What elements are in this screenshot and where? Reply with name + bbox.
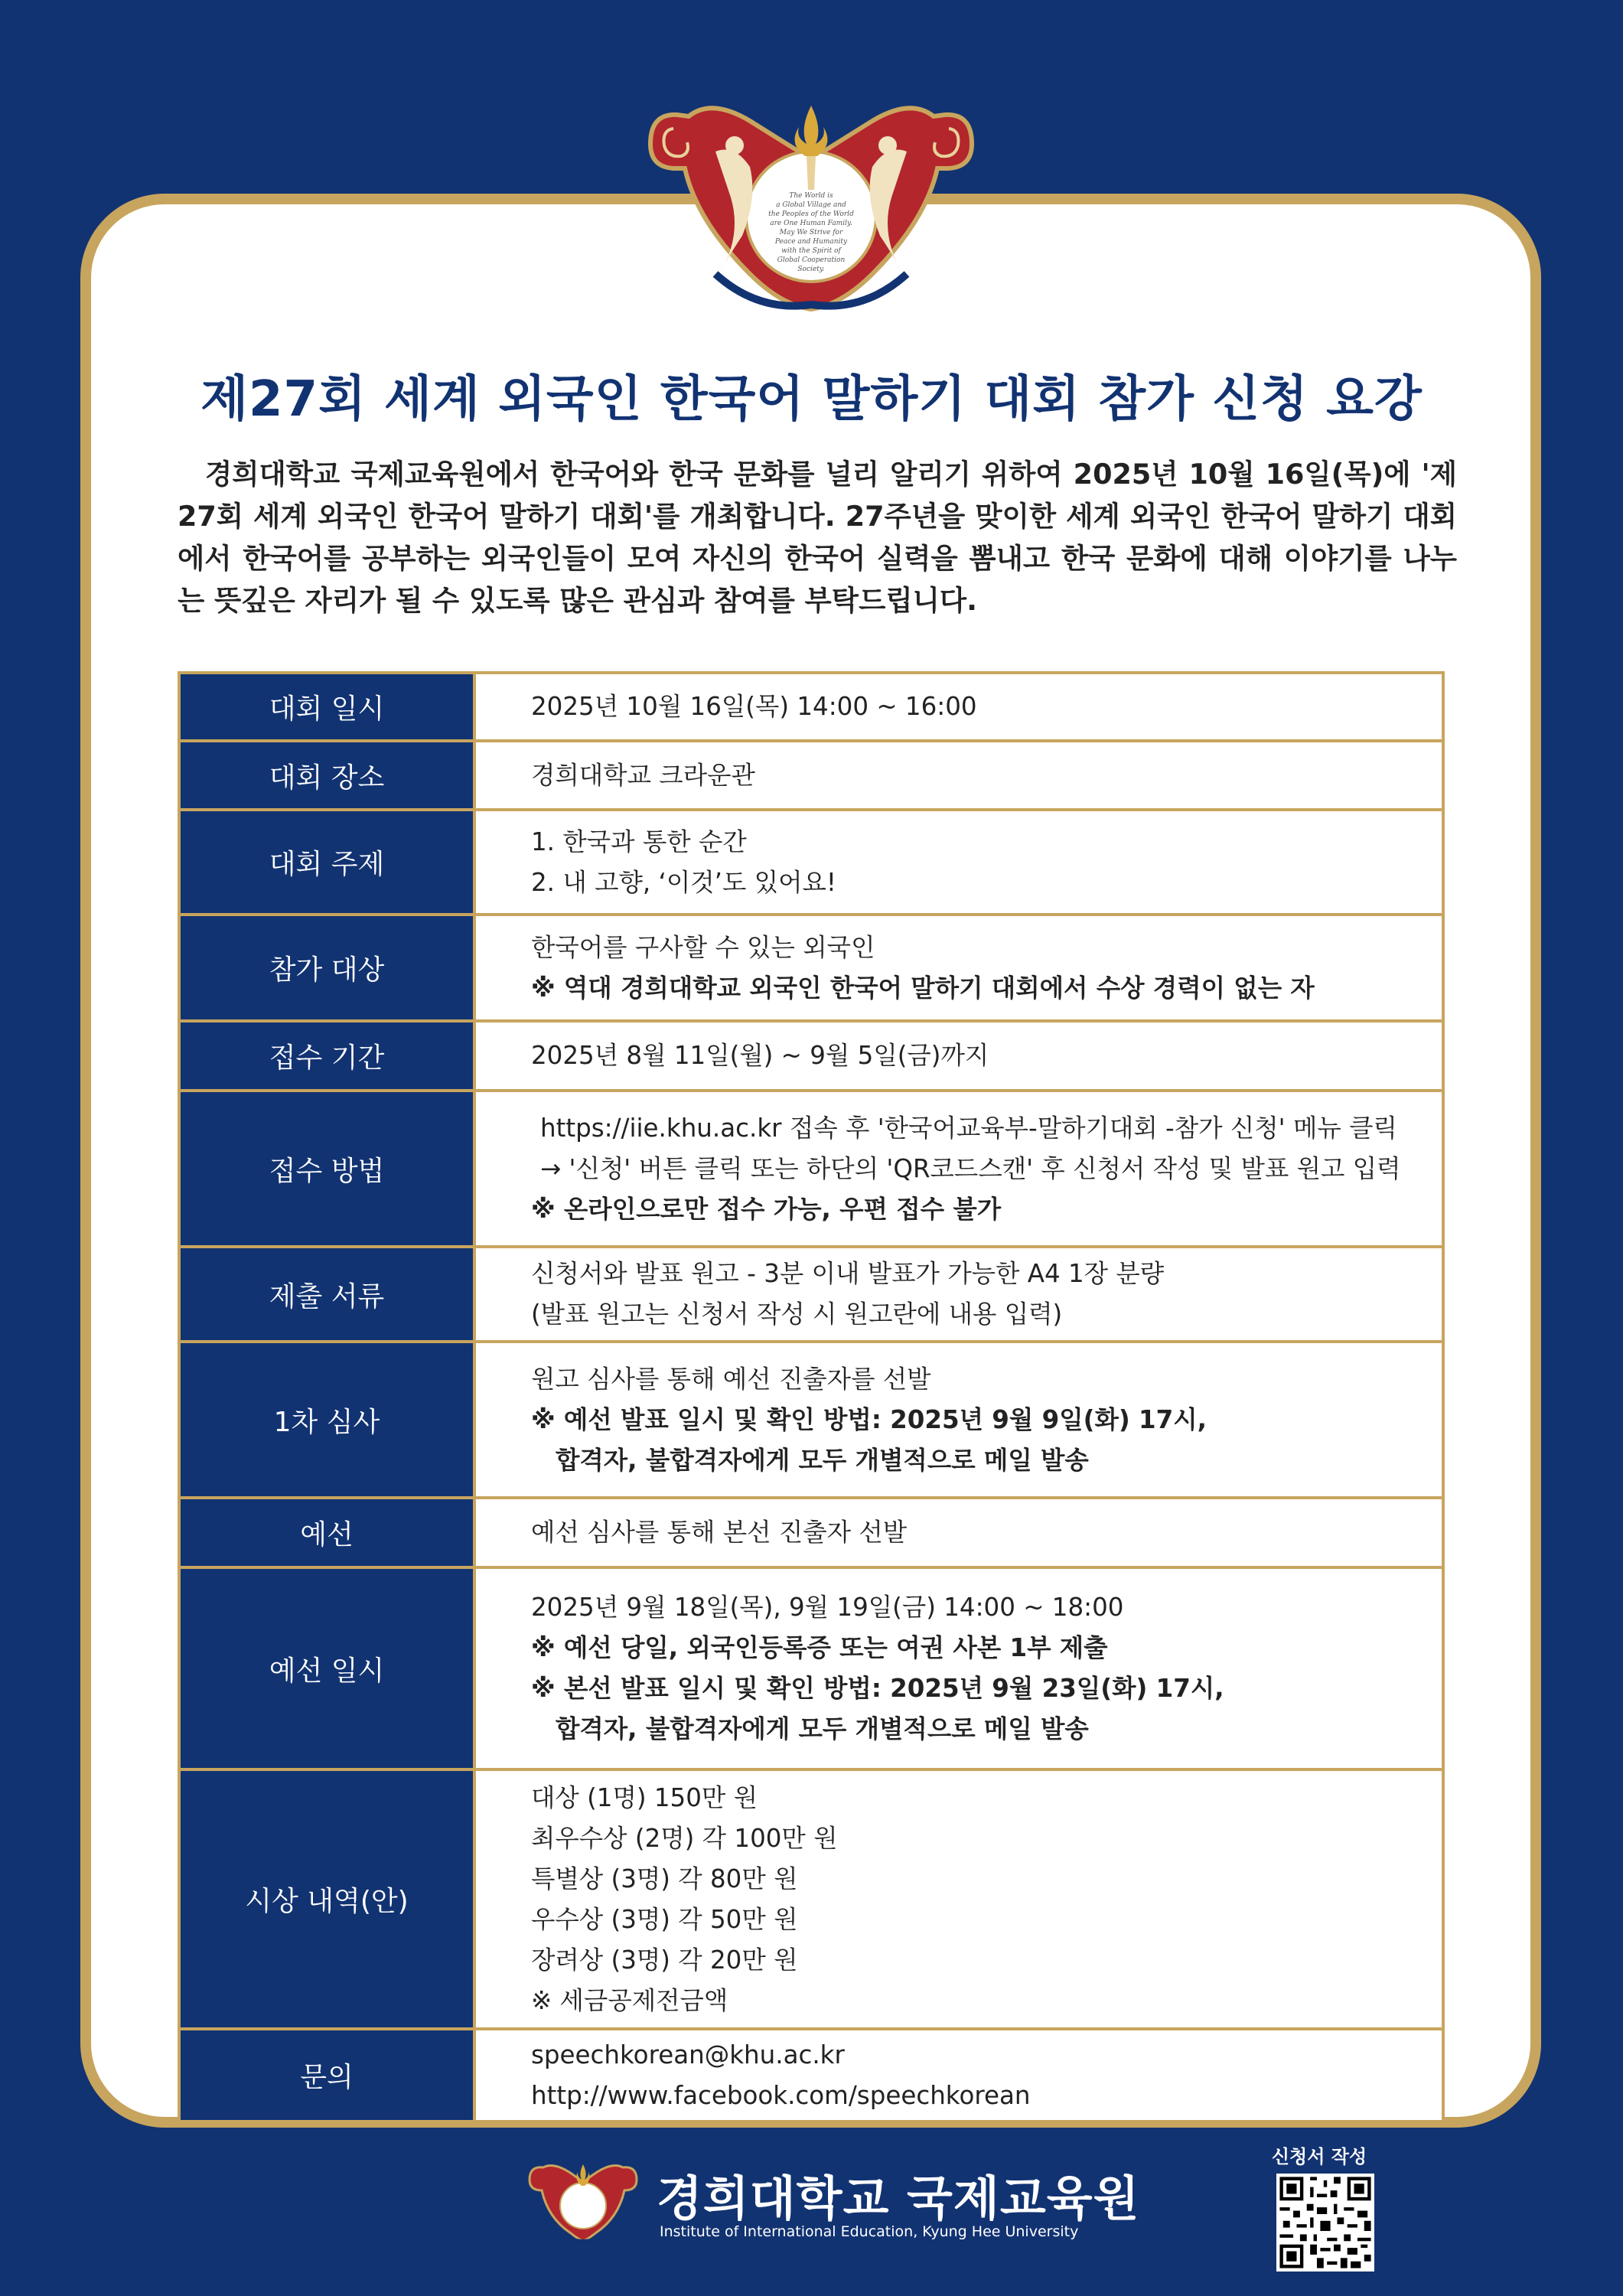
table-row [179, 1021, 1443, 1091]
row-label: 대회 일시 [179, 673, 474, 741]
row-value: 예선 심사를 통해 본선 진출자 선발 [474, 1498, 1443, 1567]
row-label: 대회 주제 [179, 810, 474, 915]
table-row [179, 741, 1443, 810]
institute-name: 경희대학교 국제교육원 [657, 2170, 1140, 2226]
table-row [179, 915, 1443, 1021]
row-value: 한국어를 구사할 수 있는 외국인 ※ 역대 경희대학교 외국인 한국어 말하기 대회에서 수상 경력이 없는 자 [474, 915, 1443, 1021]
row-label: 예선 일시 [179, 1567, 474, 1769]
row-value: 신청서와 발표 원고 - 3분 이내 발표가 가능한 A4 1장 분량 (발표 원고는 신청서 작성 시 원고란에 내용 입력) [474, 1247, 1443, 1342]
row-value: https://iie.khu.ac.kr 접속 후 '한국어교육부-말하기대회 -참가 신청' 메뉴 클릭 → '신청' 버튼 클릭 또는 하단의 'QR코드스캔' 후 신청서 작성 및 발표 원고 입력 ※ 온라인으로만 접수 가능, 우편 접수 불가 [474, 1091, 1443, 1247]
row-label: 제출 서류 [179, 1247, 474, 1342]
svg-text:May We Strive for: May We Strive for [779, 229, 843, 236]
row-value: 1. 한국과 통한 순간 2. 내 고향, ‘이것’도 있어요! [474, 810, 1443, 915]
row-label: 시상 내역(안) [179, 1769, 474, 2029]
row-value: 대상 (1명) 150만 원 최우수상 (2명) 각 100만 원 특별상 (3명) 각 80만 원 우수상 (3명) 각 50만 원 장려상 (3명) 각 20만 원 ※ 세금공제전금액 [474, 1769, 1443, 2029]
table-row [179, 1769, 1443, 2029]
svg-text:a Global Village and: a Global Village and [776, 201, 846, 209]
svg-text:with the Spirit of: with the Spirit of [781, 247, 841, 255]
row-label: 1차 심사 [179, 1342, 474, 1498]
row-label: 문의 [179, 2029, 474, 2122]
svg-text:Peace and Humanity: Peace and Humanity [774, 238, 848, 246]
page-title: 제27회 세계 외국인 한국어 말하기 대회 참가 신청 요강 [200, 371, 1423, 428]
table-row [179, 1091, 1443, 1247]
row-value: 2025년 8월 11일(월) ~ 9월 5일(금)까지 [474, 1021, 1443, 1091]
row-value: 2025년 10월 16일(목) 14:00 ~ 16:00 [474, 673, 1443, 741]
signup-url-text: https://iie.khu.ac.kr 접속 후 '한국어교육부-말하기대회 -참가 신청' 메뉴 클릭 [540, 1113, 1397, 1143]
row-label: 참가 대상 [179, 915, 474, 1021]
institute-logo-icon [526, 2157, 640, 2242]
table-row [179, 1498, 1443, 1567]
row-label: 대회 장소 [179, 741, 474, 810]
svg-text:Society.: Society. [797, 266, 825, 273]
row-label: 접수 방법 [179, 1091, 474, 1247]
contact-email-link[interactable]: speechkorean@khu.ac.kr [531, 2040, 845, 2069]
table-row [179, 2029, 1443, 2122]
row-value: 2025년 9월 18일(목), 9월 19일(금) 14:00 ~ 18:00 ※ 예선 당일, 외국인등록증 또는 여권 사본 1부 제출 ※ 본선 발표 일시 및 확인 방법: 2025년 9월 23일(화) 17시, 합격자, 불합격자에게 모두 개별적으로 메일 발송 [474, 1567, 1443, 1769]
institute-english-name: Institute of International Education, Kyung Hee University [660, 2223, 1079, 2240]
row-value [474, 2029, 1443, 2122]
university-emblem-icon [643, 83, 979, 312]
intro-paragraph: 경희대학교 국제교육원에서 한국어와 한국 문화를 널리 알리기 위하여 2025년 10월 16일(목)에 '제27회 세계 외국인 한국어 말하기 대회'를 개최합니다. 27주년을 맞이한 세계 외국인 한국어 말하기 대회에서 한국어를 공부하는 외국인들이 모여 자신의 한국어 실력을 뽐내고 한국 문화에 대해 이야기를 나누는 뜻깊은 자리가 될 수 있도록 많은 관심과 참여를 부탁드립니다. [178, 458, 1457, 617]
table-row [179, 810, 1443, 915]
svg-text:the Peoples of the World: the Peoples of the World [768, 210, 854, 218]
facebook-link[interactable]: http://www.facebook.com/speechkorean [531, 2080, 1031, 2110]
svg-text:are One Human Family.: are One Human Family. [770, 220, 852, 227]
svg-text:Global Cooperation: Global Cooperation [777, 256, 846, 264]
row-label: 접수 기간 [179, 1021, 474, 1091]
svg-text:The World is: The World is [789, 192, 833, 200]
table-row [179, 1247, 1443, 1342]
row-value: 원고 심사를 통해 예선 진출자를 선발 ※ 예선 발표 일시 및 확인 방법: 2025년 9월 9일(화) 17시, 합격자, 불합격자에게 모두 개별적으로 메일 발송 [474, 1342, 1443, 1498]
row-value: 경희대학교 크라운관 [474, 741, 1443, 810]
info-table [178, 671, 1445, 2123]
table-row [179, 1342, 1443, 1498]
row-label: 예선 [179, 1498, 474, 1567]
table-row [179, 673, 1443, 741]
table-row [179, 1567, 1443, 1769]
qr-code-icon[interactable] [1276, 2174, 1374, 2272]
qr-label: 신청서 작성 [1271, 2146, 1367, 2167]
